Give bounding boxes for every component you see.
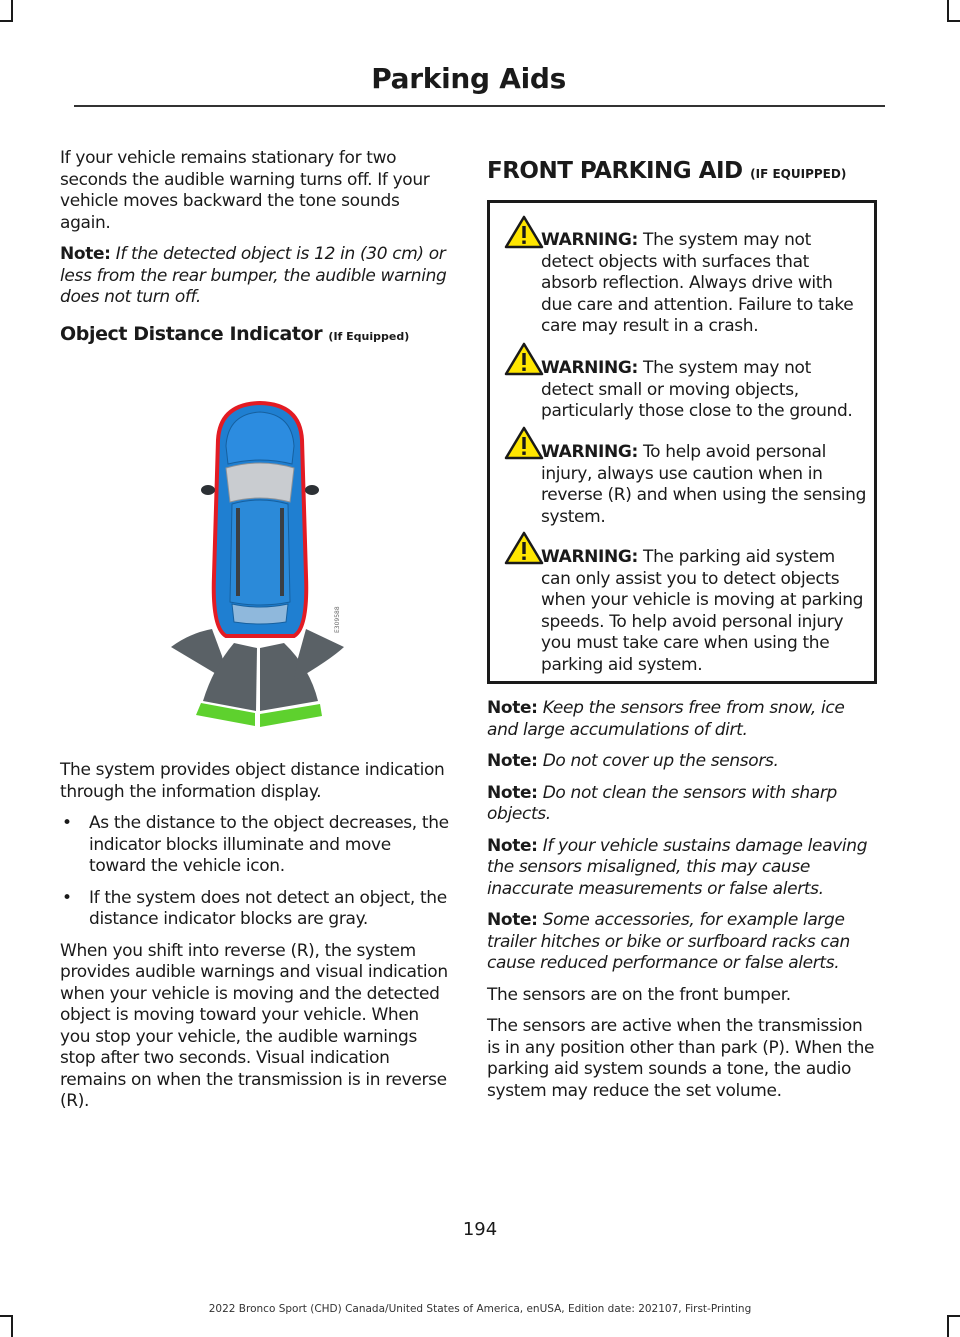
note-text: If your vehicle sustains damage leaving the sensors misaligned, this may cause inaccurate measurements or false alerts. (487, 835, 868, 899)
note-label: Note: (487, 782, 538, 803)
warning-text: The system may not detect objects with surfaces that absorb reflection. Always drive with due care and attention. Failure to take care may result in a crash. (541, 230, 854, 336)
note-text: Do not cover up the sensors. (542, 751, 779, 771)
warning-item (498, 358, 868, 423)
note-text: If the detected object is 12 in (30 cm) or less from the rear bumper, the audible warning does not turn off. (60, 244, 447, 307)
bullet-dot: • (62, 887, 72, 908)
paragraph: The sensors are active when the transmission is in any position other than park (P). When the parking aid system sounds a tone, the audio system may reduce the set volume. (487, 1016, 875, 1101)
bullet-item (60, 813, 450, 878)
subheading-text: Object Distance Indicator (60, 322, 323, 345)
note (60, 244, 450, 309)
section-heading-text: FRONT PARKING AID (487, 158, 743, 184)
crop-mark (947, 0, 949, 22)
subheading (60, 323, 450, 345)
note (487, 910, 880, 975)
side-mirror (305, 485, 319, 495)
crop-mark (11, 1315, 13, 1337)
note (487, 836, 880, 901)
header-divider (74, 105, 885, 107)
note-label: Note: (487, 910, 538, 930)
warning-label: WARNING: (541, 442, 638, 462)
car-rear-window (232, 604, 288, 624)
note (487, 751, 880, 773)
warning-box (487, 200, 877, 684)
crop-mark (0, 1315, 13, 1317)
warning-label: WARNING: (541, 230, 638, 250)
side-mirror (201, 485, 215, 495)
warning-item (498, 547, 868, 676)
bullet-text: If the system does not detect an object, the distance indicator blocks are gray. (89, 887, 447, 929)
crop-mark (947, 20, 960, 22)
note-label: Note: (487, 698, 538, 718)
page-footer: 2022 Bronco Sport (CHD) Canada/United States of America, enUSA, Edition date: 202107, First-Printing (208, 1303, 752, 1315)
roof-rail (236, 508, 240, 596)
warning-text: The system may not detect small or moving objects, particularly those close to the ground. (541, 358, 853, 421)
section-heading-suffix: (IF EQUIPPED) (750, 167, 847, 181)
crop-mark (0, 20, 13, 22)
section-heading (487, 158, 880, 184)
bullet-item (60, 888, 450, 931)
car-windshield (226, 463, 294, 502)
warning-text: The parking aid system can only assist you to detect objects when your vehicle is moving at parking speeds. To help avoid personal injury you must take care when using the parking aid system. (541, 547, 864, 675)
note-label: Note: (60, 244, 111, 264)
page-number: 194 (462, 1219, 498, 1240)
page-header-title: Parking Aids (371, 62, 566, 95)
left-column-lower (60, 760, 450, 1123)
section-heading-block (487, 158, 880, 184)
warning-text: To help avoid personal injury, always use caution when in reverse (R) and when using the sensing system. (541, 442, 867, 527)
figure-code: E309588 (334, 606, 341, 633)
left-column (60, 148, 450, 345)
bullet-text: As the distance to the object decreases, the indicator blocks illuminate and move toward the vehicle icon. (89, 813, 449, 876)
object-distance-figure (168, 396, 358, 746)
paragraph: The sensors are on the front bumper. (487, 984, 791, 1005)
crop-mark (947, 1315, 960, 1317)
note (487, 783, 880, 826)
paragraph: The system provides object distance indication through the information display. (60, 760, 445, 802)
note-label: Note: (487, 751, 538, 771)
zone-outer-right (294, 629, 344, 681)
warning-label: WARNING: (541, 547, 638, 567)
warning-item (498, 230, 868, 338)
note-text: Some accessories, for example large trailer hitches or bike or surfboard racks can cause reduced performance or false alerts. (487, 910, 850, 973)
warning-label: WARNING: (541, 358, 638, 378)
paragraph: If your vehicle remains stationary for two seconds the audible warning turns off. If your vehicle moves backward the tone sounds again. (60, 148, 430, 233)
bullet-dot: • (62, 813, 72, 833)
crop-mark (947, 1315, 949, 1337)
note (487, 698, 880, 741)
right-column-notes (487, 698, 880, 1112)
crop-mark (11, 0, 13, 22)
subheading-suffix: (If Equipped) (328, 329, 410, 343)
vehicle-distance-illustration (168, 396, 358, 746)
note-label: Note: (487, 835, 538, 856)
note-text: Do not clean the sensors with sharp objects. (487, 782, 837, 824)
note-text: Keep the sensors free from snow, ice and large accumulations of dirt. (487, 698, 845, 740)
warning-item (498, 442, 868, 528)
roof-rail (280, 508, 284, 596)
paragraph: When you shift into reverse (R), the system provides audible warnings and visual indication when your vehicle is moving and the detected object is moving toward your vehicle. When you stop your vehicle, the audible warnings stop after two seconds. Visual indication remains on when the transmission is in reverse (R). (60, 940, 448, 1111)
